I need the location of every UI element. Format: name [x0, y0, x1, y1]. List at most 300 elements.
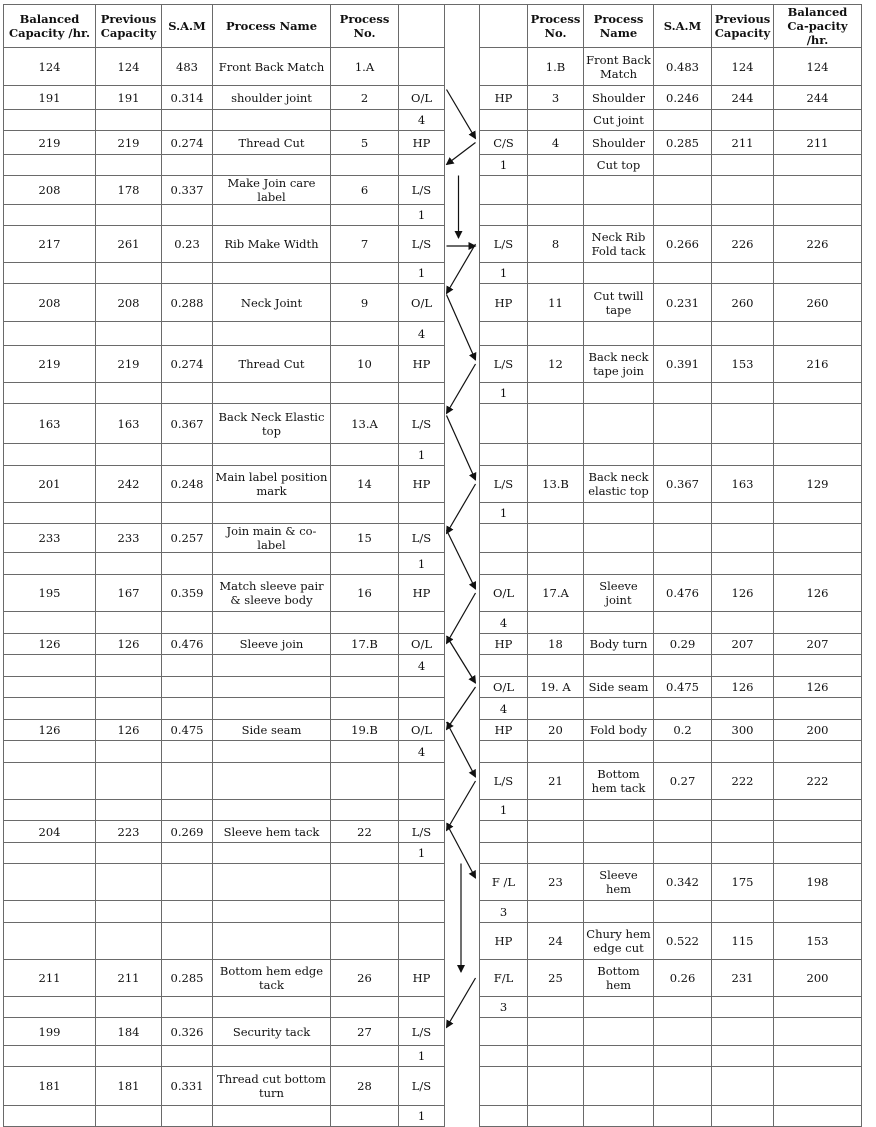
left-process-no-cell — [331, 741, 399, 763]
left-sam-cell — [162, 383, 213, 404]
right-process-name-cell: Fold body — [584, 720, 654, 741]
right-sam-cell: 0.29 — [654, 634, 712, 655]
left-machine-cell: 1 — [399, 1106, 445, 1127]
flow-gap-cell — [445, 843, 480, 864]
left-sam-cell: 0.274 — [162, 346, 213, 383]
left-balanced-capacity-cell — [4, 322, 96, 346]
right-process-no-cell — [528, 1018, 584, 1046]
left-balanced-capacity-cell — [4, 205, 96, 226]
left-process-no-cell: 2 — [331, 86, 399, 110]
left-machine-cell: 1 — [399, 1046, 445, 1067]
left-sam-cell: 483 — [162, 48, 213, 86]
header-machine-left — [399, 5, 445, 48]
left-sam-cell: 0.274 — [162, 131, 213, 155]
flow-gap-cell — [445, 404, 480, 444]
right-previous-capacity-cell: 163 — [712, 466, 774, 503]
flow-gap-cell — [445, 86, 480, 110]
left-balanced-capacity-cell: 126 — [4, 720, 96, 741]
right-previous-capacity-cell: 244 — [712, 86, 774, 110]
right-process-name-cell: Bottom hem — [584, 960, 654, 997]
right-previous-capacity-cell: 124 — [712, 48, 774, 86]
left-sam-cell — [162, 1106, 213, 1127]
right-sam-cell — [654, 503, 712, 524]
right-previous-capacity-cell — [712, 155, 774, 176]
right-sam-cell — [654, 176, 712, 205]
right-process-name-cell — [584, 176, 654, 205]
right-balanced-capacity-cell: 222 — [774, 763, 862, 800]
right-process-name-cell — [584, 655, 654, 677]
right-previous-capacity-cell — [712, 322, 774, 346]
right-balanced-capacity-cell — [774, 997, 862, 1018]
right-previous-capacity-cell: 226 — [712, 226, 774, 263]
left-previous-capacity-cell — [96, 503, 162, 524]
flow-gap-cell — [445, 131, 480, 155]
left-previous-capacity-cell: 191 — [96, 86, 162, 110]
right-process-name-cell — [584, 1018, 654, 1046]
right-process-name-cell — [584, 741, 654, 763]
right-sam-cell — [654, 800, 712, 821]
right-previous-capacity-cell: 260 — [712, 284, 774, 322]
left-machine-cell — [399, 612, 445, 634]
flow-gap-cell — [445, 346, 480, 383]
left-sam-cell — [162, 763, 213, 800]
right-process-name-cell — [584, 322, 654, 346]
left-process-no-cell — [331, 901, 399, 923]
table-body — [4, 48, 862, 1127]
header-flow-gap — [445, 5, 480, 48]
left-process-no-cell — [331, 110, 399, 131]
right-balanced-capacity-cell: 200 — [774, 720, 862, 741]
right-sam-cell: 0.391 — [654, 346, 712, 383]
left-balanced-capacity-cell — [4, 763, 96, 800]
right-balanced-capacity-cell — [774, 800, 862, 821]
right-process-name-cell: Shoulder — [584, 86, 654, 110]
right-process-no-cell — [528, 404, 584, 444]
left-sam-cell: 0.288 — [162, 284, 213, 322]
right-process-no-cell: 25 — [528, 960, 584, 997]
flow-gap-cell — [445, 634, 480, 655]
right-previous-capacity-cell: 126 — [712, 677, 774, 698]
left-sam-cell — [162, 553, 213, 575]
left-process-name-cell — [213, 1106, 331, 1127]
right-process-name-cell: Sleeve joint — [584, 575, 654, 612]
left-balanced-capacity-cell — [4, 677, 96, 698]
left-balanced-capacity-cell: 124 — [4, 48, 96, 86]
right-process-no-cell — [528, 1067, 584, 1106]
right-sam-cell: 0.26 — [654, 960, 712, 997]
left-sam-cell: 0.23 — [162, 226, 213, 263]
flow-gap-cell — [445, 1106, 480, 1127]
left-previous-capacity-cell: 163 — [96, 404, 162, 444]
right-process-no-cell — [528, 741, 584, 763]
flow-gap-cell — [445, 503, 480, 524]
left-process-no-cell — [331, 444, 399, 466]
left-previous-capacity-cell: 181 — [96, 1067, 162, 1106]
table-row — [4, 322, 862, 346]
right-process-no-cell — [528, 155, 584, 176]
flow-gap-cell — [445, 655, 480, 677]
left-balanced-capacity-cell — [4, 503, 96, 524]
left-balanced-capacity-cell: 233 — [4, 524, 96, 553]
left-previous-capacity-cell: 167 — [96, 575, 162, 612]
table-row — [4, 404, 862, 444]
table-row — [4, 110, 862, 131]
left-process-name-cell — [213, 553, 331, 575]
right-balanced-capacity-cell: 198 — [774, 864, 862, 901]
table-row — [4, 655, 862, 677]
left-machine-cell — [399, 503, 445, 524]
right-process-no-cell: 21 — [528, 763, 584, 800]
left-previous-capacity-cell — [96, 205, 162, 226]
right-previous-capacity-cell: 222 — [712, 763, 774, 800]
left-balanced-capacity-cell — [4, 741, 96, 763]
right-process-name-cell: Bottom hem tack — [584, 763, 654, 800]
left-previous-capacity-cell: 208 — [96, 284, 162, 322]
left-sam-cell: 0.359 — [162, 575, 213, 612]
right-process-name-cell: Back neck elastic top — [584, 466, 654, 503]
flow-gap-cell — [445, 698, 480, 720]
right-process-name-cell — [584, 901, 654, 923]
left-machine-cell: HP — [399, 346, 445, 383]
left-previous-capacity-cell — [96, 843, 162, 864]
header-previous-capacity-right: Previous Capacity — [712, 5, 774, 48]
table-row — [4, 131, 862, 155]
header-process-no-right: Process No. — [528, 5, 584, 48]
right-machine-cell: F/L — [480, 960, 528, 997]
left-balanced-capacity-cell: 219 — [4, 346, 96, 383]
left-machine-cell: HP — [399, 131, 445, 155]
left-process-no-cell — [331, 923, 399, 960]
right-sam-cell: 0.27 — [654, 763, 712, 800]
right-process-no-cell: 19. A — [528, 677, 584, 698]
left-machine-cell: L/S — [399, 226, 445, 263]
right-sam-cell — [654, 901, 712, 923]
right-process-name-cell — [584, 612, 654, 634]
left-machine-cell: O/L — [399, 284, 445, 322]
left-sam-cell: 0.326 — [162, 1018, 213, 1046]
left-previous-capacity-cell — [96, 677, 162, 698]
right-process-name-cell — [584, 263, 654, 284]
right-sam-cell — [654, 553, 712, 575]
right-previous-capacity-cell — [712, 205, 774, 226]
left-process-no-cell — [331, 383, 399, 404]
left-balanced-capacity-cell — [4, 843, 96, 864]
right-previous-capacity-cell — [712, 901, 774, 923]
right-sam-cell: 0.483 — [654, 48, 712, 86]
left-machine-cell — [399, 677, 445, 698]
table-row — [4, 86, 862, 110]
left-sam-cell — [162, 655, 213, 677]
right-sam-cell: 0.367 — [654, 466, 712, 503]
left-previous-capacity-cell: 126 — [96, 720, 162, 741]
left-process-name-cell — [213, 864, 331, 901]
right-sam-cell — [654, 612, 712, 634]
flow-gap-cell — [445, 864, 480, 901]
left-machine-cell: 1 — [399, 205, 445, 226]
right-process-name-cell — [584, 698, 654, 720]
left-process-name-cell — [213, 655, 331, 677]
table-row — [4, 205, 862, 226]
flow-gap-cell — [445, 110, 480, 131]
flow-gap-cell — [445, 1067, 480, 1106]
left-machine-cell: 4 — [399, 110, 445, 131]
left-balanced-capacity-cell — [4, 263, 96, 284]
right-process-name-cell: Neck Rib Fold tack — [584, 226, 654, 263]
left-sam-cell: 0.257 — [162, 524, 213, 553]
left-process-no-cell: 15 — [331, 524, 399, 553]
right-process-no-cell: 20 — [528, 720, 584, 741]
left-process-name-cell: Bottom hem edge tack — [213, 960, 331, 997]
left-process-no-cell — [331, 698, 399, 720]
left-sam-cell — [162, 864, 213, 901]
left-process-name-cell — [213, 205, 331, 226]
left-balanced-capacity-cell: 199 — [4, 1018, 96, 1046]
left-process-no-cell — [331, 655, 399, 677]
left-process-no-cell — [331, 864, 399, 901]
right-machine-cell: 1 — [480, 800, 528, 821]
left-previous-capacity-cell: 211 — [96, 960, 162, 997]
table-row — [4, 960, 862, 997]
left-machine-cell — [399, 864, 445, 901]
right-sam-cell — [654, 843, 712, 864]
left-balanced-capacity-cell — [4, 1046, 96, 1067]
header-row — [4, 5, 862, 48]
right-process-name-cell — [584, 383, 654, 404]
left-process-no-cell — [331, 612, 399, 634]
right-previous-capacity-cell: 153 — [712, 346, 774, 383]
right-process-no-cell — [528, 612, 584, 634]
right-machine-cell — [480, 48, 528, 86]
right-process-no-cell — [528, 524, 584, 553]
left-process-name-cell — [213, 677, 331, 698]
left-process-no-cell: 26 — [331, 960, 399, 997]
right-process-no-cell — [528, 553, 584, 575]
left-process-name-cell — [213, 322, 331, 346]
right-sam-cell: 0.342 — [654, 864, 712, 901]
left-machine-cell — [399, 800, 445, 821]
left-process-no-cell — [331, 677, 399, 698]
table-row — [4, 843, 862, 864]
header-balanced-capacity-left: Balanced Capacity /hr. — [4, 5, 96, 48]
left-machine-cell: HP — [399, 575, 445, 612]
header-previous-capacity-left: Previous Capacity — [96, 5, 162, 48]
left-process-no-cell — [331, 503, 399, 524]
left-balanced-capacity-cell: 217 — [4, 226, 96, 263]
right-sam-cell — [654, 263, 712, 284]
left-previous-capacity-cell — [96, 923, 162, 960]
right-process-no-cell — [528, 383, 584, 404]
left-balanced-capacity-cell: 204 — [4, 821, 96, 843]
right-balanced-capacity-cell: 226 — [774, 226, 862, 263]
left-process-no-cell: 9 — [331, 284, 399, 322]
left-process-name-cell: Thread cut bottom turn — [213, 1067, 331, 1106]
right-previous-capacity-cell: 126 — [712, 575, 774, 612]
right-sam-cell: 0.2 — [654, 720, 712, 741]
left-machine-cell: 4 — [399, 741, 445, 763]
right-machine-cell — [480, 1018, 528, 1046]
right-process-name-cell: Shoulder — [584, 131, 654, 155]
left-machine-cell: HP — [399, 466, 445, 503]
right-machine-cell — [480, 110, 528, 131]
right-process-no-cell: 23 — [528, 864, 584, 901]
right-machine-cell: HP — [480, 284, 528, 322]
left-previous-capacity-cell: 242 — [96, 466, 162, 503]
left-previous-capacity-cell: 184 — [96, 1018, 162, 1046]
right-machine-cell: L/S — [480, 226, 528, 263]
right-machine-cell — [480, 205, 528, 226]
right-process-name-cell: Back neck tape join — [584, 346, 654, 383]
right-process-no-cell — [528, 110, 584, 131]
right-sam-cell — [654, 1106, 712, 1127]
left-sam-cell — [162, 843, 213, 864]
left-machine-cell — [399, 48, 445, 86]
left-previous-capacity-cell: 126 — [96, 634, 162, 655]
right-previous-capacity-cell — [712, 1018, 774, 1046]
right-process-name-cell — [584, 503, 654, 524]
table-row — [4, 383, 862, 404]
left-sam-cell: 0.476 — [162, 634, 213, 655]
left-sam-cell: 0.475 — [162, 720, 213, 741]
left-process-name-cell — [213, 698, 331, 720]
table-row — [4, 1018, 862, 1046]
left-machine-cell — [399, 901, 445, 923]
right-sam-cell — [654, 110, 712, 131]
right-sam-cell — [654, 997, 712, 1018]
left-machine-cell — [399, 923, 445, 960]
flow-gap-cell — [445, 901, 480, 923]
left-balanced-capacity-cell: 195 — [4, 575, 96, 612]
right-sam-cell — [654, 205, 712, 226]
right-machine-cell: HP — [480, 86, 528, 110]
left-process-name-cell: Main label position mark — [213, 466, 331, 503]
left-balanced-capacity-cell: 163 — [4, 404, 96, 444]
right-machine-cell — [480, 553, 528, 575]
flow-gap-cell — [445, 741, 480, 763]
right-balanced-capacity-cell — [774, 524, 862, 553]
table-row — [4, 720, 862, 741]
right-balanced-capacity-cell — [774, 655, 862, 677]
left-previous-capacity-cell — [96, 1046, 162, 1067]
right-previous-capacity-cell — [712, 263, 774, 284]
left-process-no-cell: 14 — [331, 466, 399, 503]
right-process-no-cell: 1.B — [528, 48, 584, 86]
left-process-name-cell: Sleeve join — [213, 634, 331, 655]
left-process-no-cell: 17.B — [331, 634, 399, 655]
left-process-no-cell: 10 — [331, 346, 399, 383]
left-balanced-capacity-cell: 191 — [4, 86, 96, 110]
flow-gap-cell — [445, 155, 480, 176]
right-balanced-capacity-cell: 260 — [774, 284, 862, 322]
header-process-name-right: Process Name — [584, 5, 654, 48]
left-machine-cell: L/S — [399, 524, 445, 553]
right-previous-capacity-cell — [712, 553, 774, 575]
left-process-name-cell: Match sleeve pair & sleeve body — [213, 575, 331, 612]
flow-gap-cell — [445, 322, 480, 346]
right-balanced-capacity-cell: 124 — [774, 48, 862, 86]
left-sam-cell — [162, 322, 213, 346]
flow-gap-cell — [445, 1018, 480, 1046]
left-process-no-cell — [331, 997, 399, 1018]
left-process-name-cell: shoulder joint — [213, 86, 331, 110]
left-process-name-cell — [213, 612, 331, 634]
left-process-name-cell — [213, 155, 331, 176]
left-previous-capacity-cell: 219 — [96, 131, 162, 155]
right-balanced-capacity-cell: 153 — [774, 923, 862, 960]
right-balanced-capacity-cell — [774, 383, 862, 404]
right-previous-capacity-cell — [712, 383, 774, 404]
flow-gap-cell — [445, 677, 480, 698]
left-process-no-cell: 22 — [331, 821, 399, 843]
left-process-name-cell: Rib Make Width — [213, 226, 331, 263]
table-row — [4, 466, 862, 503]
flow-gap-cell — [445, 226, 480, 263]
table-row — [4, 1067, 862, 1106]
left-machine-cell: L/S — [399, 821, 445, 843]
left-sam-cell — [162, 901, 213, 923]
right-process-no-cell — [528, 503, 584, 524]
right-process-name-cell — [584, 821, 654, 843]
right-process-no-cell — [528, 655, 584, 677]
left-process-name-cell: Security tack — [213, 1018, 331, 1046]
right-machine-cell — [480, 741, 528, 763]
table-row — [4, 263, 862, 284]
table-row — [4, 763, 862, 800]
header-balanced-capacity-right: Balanced Ca-pacity /hr. — [774, 5, 862, 48]
right-balanced-capacity-cell — [774, 155, 862, 176]
flow-gap-cell — [445, 466, 480, 503]
right-balanced-capacity-cell — [774, 503, 862, 524]
table-row — [4, 48, 862, 86]
table-row — [4, 677, 862, 698]
left-sam-cell — [162, 444, 213, 466]
left-machine-cell: O/L — [399, 634, 445, 655]
right-sam-cell: 0.475 — [654, 677, 712, 698]
table-row — [4, 444, 862, 466]
right-machine-cell — [480, 821, 528, 843]
flow-gap-cell — [445, 821, 480, 843]
left-sam-cell — [162, 741, 213, 763]
right-process-no-cell — [528, 843, 584, 864]
left-process-name-cell: Thread Cut — [213, 346, 331, 383]
table-row — [4, 923, 862, 960]
right-process-name-cell — [584, 843, 654, 864]
right-machine-cell: 1 — [480, 383, 528, 404]
table-row — [4, 997, 862, 1018]
table-row — [4, 155, 862, 176]
right-previous-capacity-cell — [712, 176, 774, 205]
right-process-no-cell: 11 — [528, 284, 584, 322]
right-balanced-capacity-cell — [774, 741, 862, 763]
right-process-name-cell: Side seam — [584, 677, 654, 698]
table-row — [4, 524, 862, 553]
left-sam-cell — [162, 503, 213, 524]
right-process-no-cell — [528, 1106, 584, 1127]
table-row — [4, 503, 862, 524]
right-machine-cell — [480, 322, 528, 346]
left-sam-cell: 0.248 — [162, 466, 213, 503]
left-process-no-cell: 7 — [331, 226, 399, 263]
left-sam-cell — [162, 263, 213, 284]
table-row — [4, 901, 862, 923]
right-machine-cell: HP — [480, 634, 528, 655]
right-machine-cell: 4 — [480, 698, 528, 720]
right-sam-cell — [654, 1018, 712, 1046]
left-previous-capacity-cell — [96, 263, 162, 284]
right-sam-cell — [654, 524, 712, 553]
left-previous-capacity-cell — [96, 612, 162, 634]
right-process-no-cell: 13.B — [528, 466, 584, 503]
right-machine-cell: 3 — [480, 997, 528, 1018]
